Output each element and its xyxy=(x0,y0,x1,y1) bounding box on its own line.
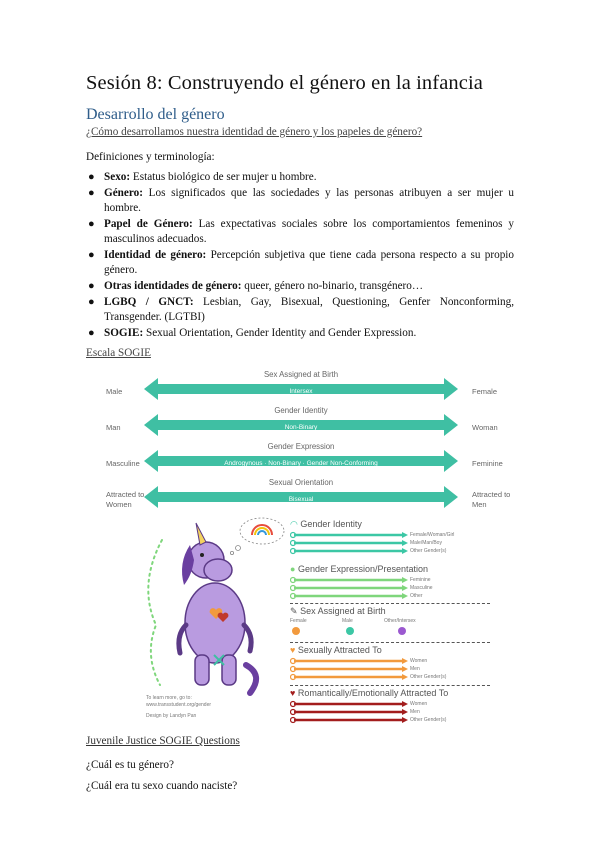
definitions-list xyxy=(86,170,514,342)
question-1: ¿Cuál es tu género? xyxy=(86,759,174,771)
section-link[interactable]: ¿Cómo desarrollamos nuestra identidad de género y los papeles de género? xyxy=(86,126,423,138)
arrows-romantically-attracted xyxy=(290,699,490,725)
gender-unicorn-infographic xyxy=(140,515,490,728)
definition-item xyxy=(86,170,514,185)
sogie-scale-link[interactable]: Escala SOGIE xyxy=(86,347,151,359)
scale-right-label: Female xyxy=(472,387,498,396)
bullet-icon: ● xyxy=(88,296,95,308)
arrow-labels: Women Men Other Gender(s) xyxy=(410,658,447,680)
definition-item xyxy=(86,248,514,278)
definition-item xyxy=(86,217,514,247)
section-title-gender-identity: ◠ Gender Identity xyxy=(290,519,362,529)
scale-right-label: Woman xyxy=(472,423,498,432)
arrow-labels: Women Men Other Gender(s) xyxy=(410,701,447,723)
page-title: Sesión 8: Construyendo el género en la infancia xyxy=(86,72,483,94)
scale-inner-label: Non-Binary xyxy=(284,424,318,431)
arrow-lines-icon xyxy=(290,575,490,601)
definition-term: LGBQ / GNCT: xyxy=(104,296,194,308)
scale-row-identity xyxy=(86,406,516,440)
scale-caption: Sexual Orientation xyxy=(268,478,334,487)
arrow-lines-icon xyxy=(290,699,490,725)
credit-line: www.transstudent.org/gender xyxy=(146,702,212,708)
arrow-lines-icon xyxy=(290,530,490,556)
arrows-gender-identity xyxy=(290,530,490,556)
infographic-credits xyxy=(146,695,211,720)
divider xyxy=(290,603,490,604)
scale-inner-label: Bisexual xyxy=(288,496,314,503)
definition-text: Percepción subjetiva que tiene cada persona respecto a su propio género. xyxy=(104,249,514,276)
bullet-icon: ● xyxy=(88,280,95,292)
definition-term: Otras identidades de género: xyxy=(104,280,242,292)
dna-icon: ✎ xyxy=(290,606,298,616)
scale-row-sex xyxy=(86,370,516,404)
definition-text: Sexual Orientation, Gender Identity and Gender Expression. xyxy=(143,327,417,339)
scale-left-label: Male xyxy=(106,387,123,396)
scale-caption: Gender Identity xyxy=(274,406,328,415)
arrow-lines-icon xyxy=(290,656,490,682)
section-title-sexually-attracted: ♥ Sexually Attracted To xyxy=(290,645,382,655)
scale-right-label: Feminine xyxy=(472,459,503,468)
credit-line: To learn more, go to: xyxy=(146,695,192,701)
section-title-gender-expression: ● Gender Expression/Presentation xyxy=(290,564,429,574)
definition-item xyxy=(86,295,514,325)
scale-inner-label: Intersex xyxy=(289,388,313,395)
arrows-sexually-attracted xyxy=(290,656,490,682)
rainbow-icon: ◠ xyxy=(290,519,298,529)
definition-text: Lesbian, Gay, Bisexual, Questioning, Genfer Nonconforming, Transgender. (LGTBI) xyxy=(104,296,515,323)
definition-text: Estatus biológico de ser mujer u hombre. xyxy=(130,171,317,183)
divider xyxy=(290,685,490,686)
juvenile-justice-link[interactable]: Juvenile Justice SOGIE Questions xyxy=(86,735,240,747)
credit-line: Design by Landyn Pan xyxy=(146,713,197,719)
heart-icon: ♥ xyxy=(290,645,296,655)
female-dot-icon xyxy=(292,627,300,635)
bullet-icon: ● xyxy=(88,249,95,261)
scale-row-orientation xyxy=(86,478,516,512)
bullet-icon: ● xyxy=(88,187,95,199)
scale-left-label: Man xyxy=(106,423,121,432)
arrow-labels: Female/Woman/Girl Male/Man/Boy Other Gender(s) xyxy=(410,532,455,554)
scale-caption: Sex Assigned at Birth xyxy=(263,370,339,379)
definition-text: queer, género no-binario, transgénero… xyxy=(241,280,424,292)
circle-icon: ● xyxy=(290,564,296,574)
divider xyxy=(290,642,490,643)
arrows-gender-expression xyxy=(290,575,490,601)
section-heading: Desarrollo del género xyxy=(86,106,225,123)
scale-row-expression xyxy=(86,442,516,476)
section-title-sex-assigned: ✎ Sex Assigned at Birth xyxy=(290,606,386,616)
arrow-labels: Feminine Masculine Other xyxy=(410,577,433,599)
scale-inner-label: Androgynous · Non-Binary · Gender Non-Conforming xyxy=(224,460,378,467)
scale-left-label: Masculine xyxy=(106,459,140,468)
definition-item xyxy=(86,279,514,294)
bullet-icon: ● xyxy=(88,218,95,230)
scale-caption: Gender Expression xyxy=(267,442,335,451)
definition-text: Los significados que las sociedades y las personas atribuyen a ser mujer u hombre. xyxy=(104,187,514,214)
heart-icon: ♥ xyxy=(290,688,296,698)
definition-text: Las expectativas sociales sobre los comportamientos femeninos y masculinos adecuados. xyxy=(104,218,514,245)
definition-term: Papel de Género: xyxy=(104,218,193,230)
definition-term: Género: xyxy=(104,187,143,199)
intersex-dot-icon xyxy=(398,627,406,635)
definition-item xyxy=(86,326,514,341)
definition-term: Identidad de género: xyxy=(104,249,207,261)
scale-left-label: Attracted to Women xyxy=(106,490,145,509)
gender-unicorn-sections xyxy=(290,519,490,724)
definition-item xyxy=(86,186,514,216)
bullet-icon: ● xyxy=(88,171,95,183)
definition-term: Sexo: xyxy=(104,171,131,183)
sogie-scale xyxy=(86,370,516,520)
question-2: ¿Cuál era tu sexo cuando naciste? xyxy=(86,780,238,792)
male-dot-icon xyxy=(346,627,354,635)
bullet-icon: ● xyxy=(88,327,95,339)
sex-assigned-options: Female Male Other/Intersex xyxy=(290,618,490,640)
definition-term: SOGIE: xyxy=(104,327,144,339)
scale-right-label: Attracted to Men xyxy=(472,490,511,509)
section-title-romantically-attracted: ♥ Romantically/Emotionally Attracted To xyxy=(290,688,449,698)
definitions-label: Definiciones y terminología: xyxy=(86,151,215,163)
